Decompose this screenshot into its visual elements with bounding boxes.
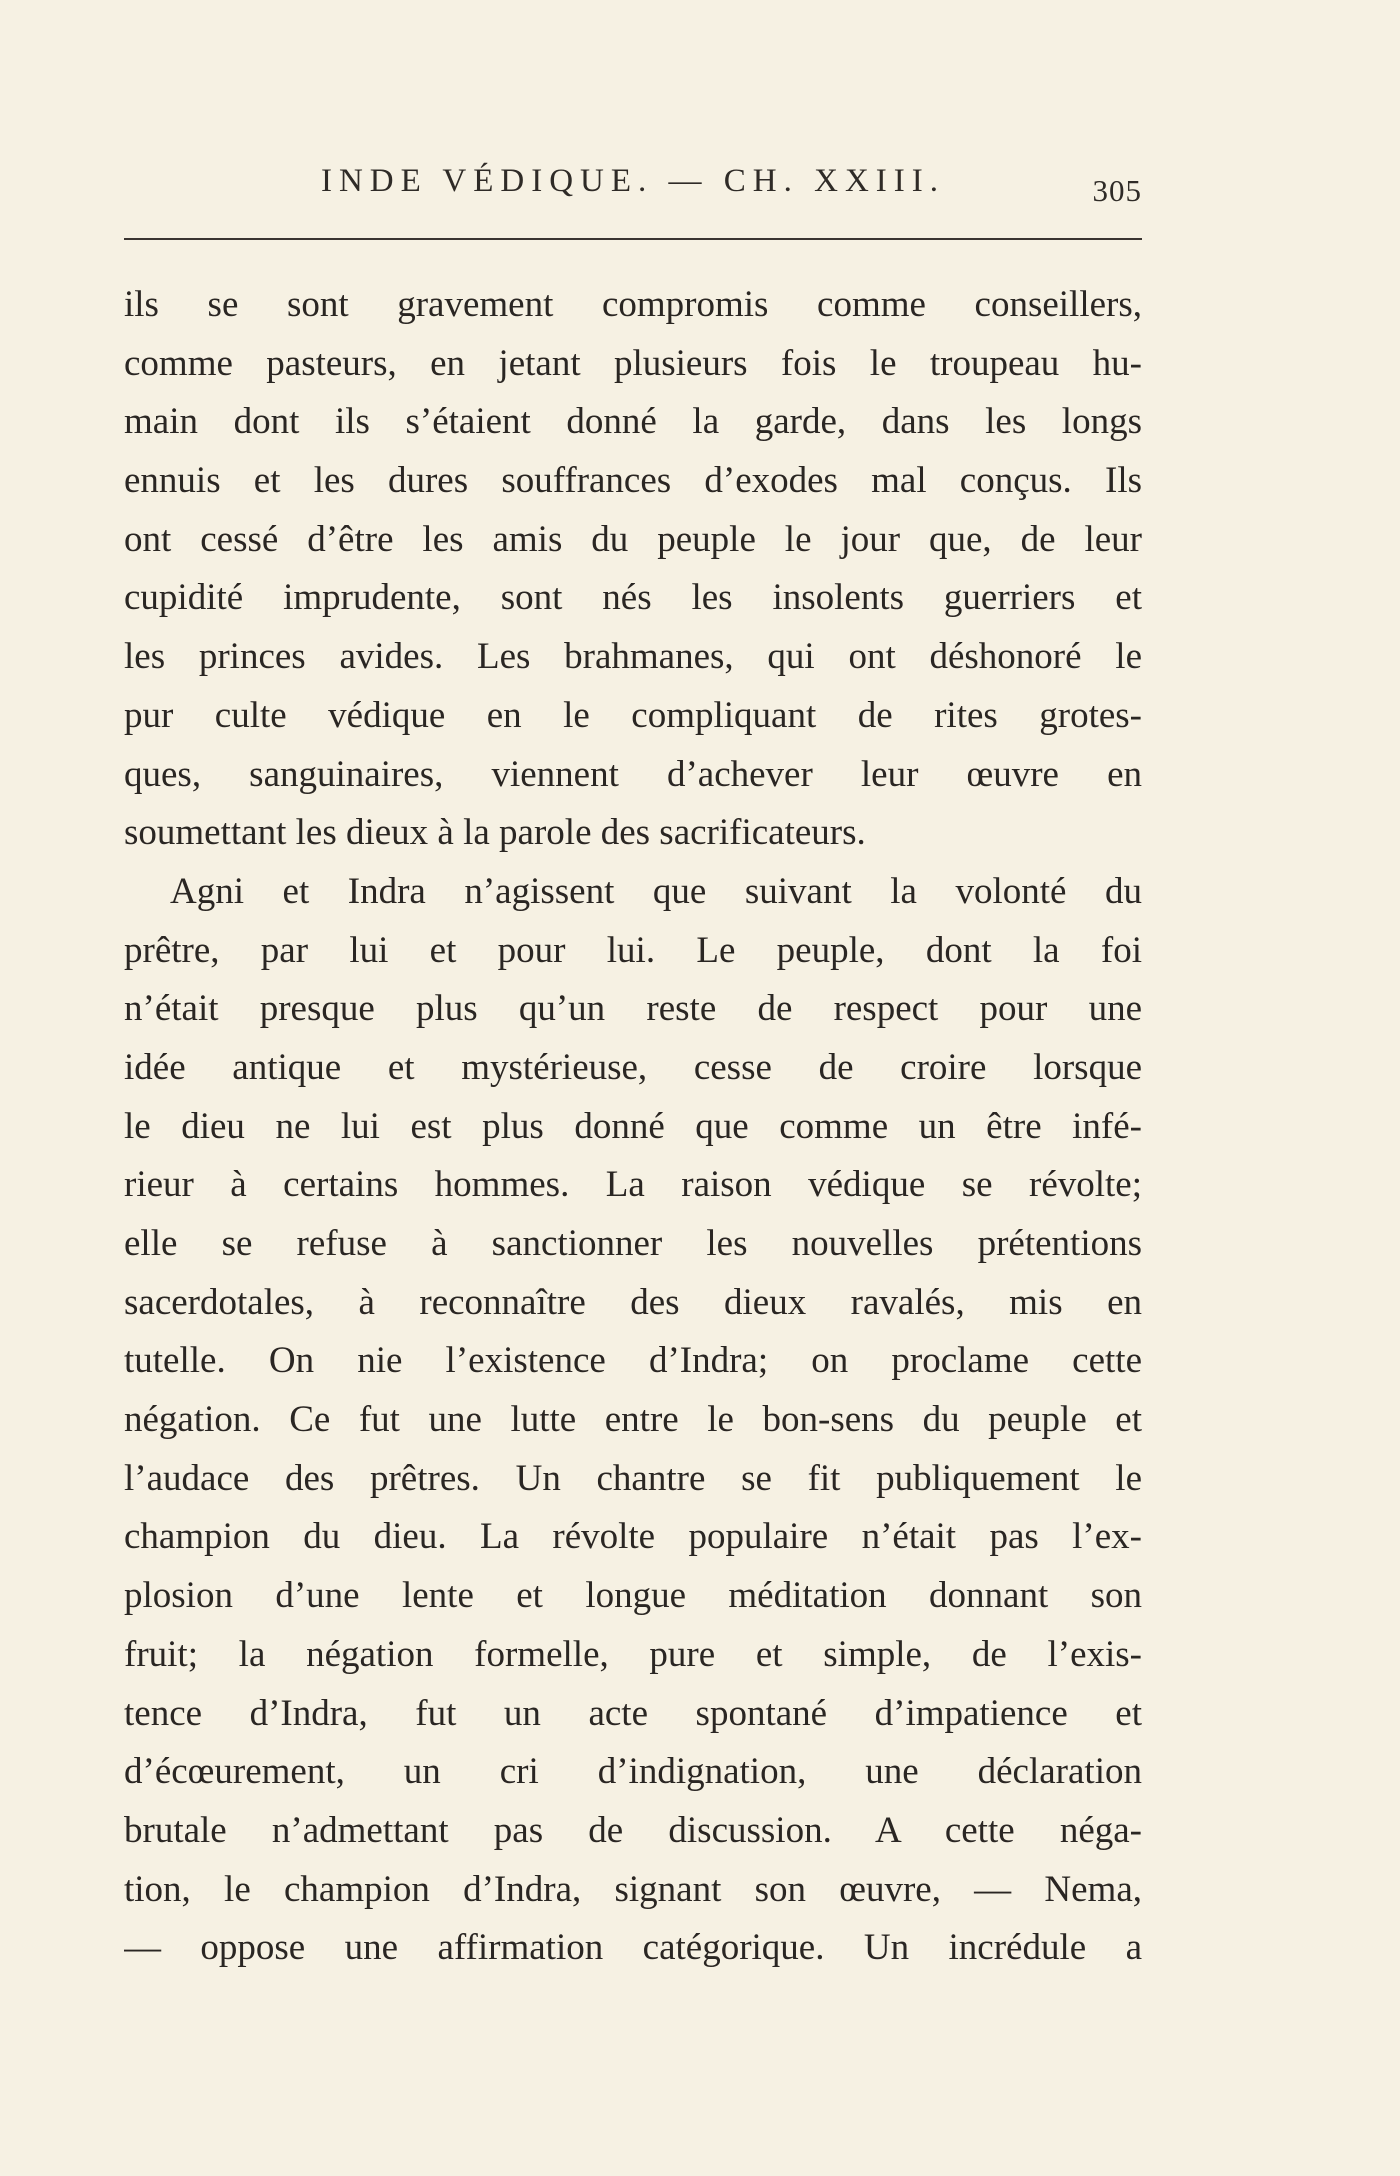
text-line: le dieu ne lui est plus donné que comme un être infé- [124,1105,1142,1147]
text-line: tutelle. On nie l’existence d’Indra; on proclame cette [124,1340,1142,1382]
text-line: fruit; la négation formelle, pure et simple, de l’exis- [124,1633,1142,1675]
text-line: ont cessé d’être les amis du peuple le jour que, de leur [124,518,1142,560]
text-line: plosion d’une lente et longue méditation donnant son [124,1575,1142,1617]
text-line: négation. Ce fut une lutte entre le bon-sens du peuple et [124,1399,1142,1441]
text-line: pur culte védique en le compliquant de rites grotes- [124,694,1142,736]
text-line: tion, le champion d’Indra, signant son œuvre, — Nema, [124,1868,1142,1910]
text-line: tence d’Indra, fut un acte spontané d’impatience et [124,1692,1142,1734]
text-line: champion du dieu. La révolte populaire n’était pas l’ex- [124,1516,1142,1558]
text-line: ques, sanguinaires, viennent d’achever leur œuvre en [124,753,1142,795]
header-rule [124,238,1142,240]
text-line: elle se refuse à sanctionner les nouvelles prétentions [124,1223,1142,1264]
paragraph-start-line: Agni et Indra n’agissent que suivant la volonté du [170,870,1142,912]
text-line: cupidité imprudente, sont nés les insolents guerriers et [124,577,1142,619]
text-line: prêtre, par lui et pour lui. Le peuple, dont la foi [124,929,1142,971]
text-line: les princes avides. Les brahmanes, qui ont déshonoré le [124,636,1142,678]
text-line: rieur à certains hommes. La raison védique se révolte; [124,1164,1142,1206]
text-line: l’audace des prêtres. Un chantre se fit publiquement le [124,1457,1142,1499]
page-number: 305 [1092,173,1142,208]
text-line: brutale n’admettant pas de discussion. A cette néga- [124,1809,1142,1851]
body-text [124,276,1142,1978]
text-line: comme pasteurs, en jetant plusieurs fois le troupeau hu- [124,342,1142,384]
text-line: sacerdotales, à reconnaître des dieux ravalés, mis en [124,1281,1142,1323]
running-title: INDE VÉDIQUE. — CH. XXIII. [320,163,946,199]
text-line: d’écœurement, un cri d’indignation, une déclaration [124,1751,1142,1793]
text-line: soumettant les dieux à la parole des sacrificateurs. [124,812,866,854]
text-line: — oppose une affirmation catégorique. Un incrédule a [124,1927,1142,1969]
text-line: ils se sont gravement compromis comme conseillers, [124,284,1142,325]
text-line: main dont ils s’étaient donné la garde, dans les longs [124,401,1142,443]
running-head [124,163,1142,223]
text-line: idée antique et mystérieuse, cesse de croire lorsque [124,1046,1142,1088]
text-line: n’était presque plus qu’un reste de respect pour une [124,988,1142,1030]
text-line: ennuis et les dures souffrances d’exodes mal conçus. Ils [124,460,1142,502]
